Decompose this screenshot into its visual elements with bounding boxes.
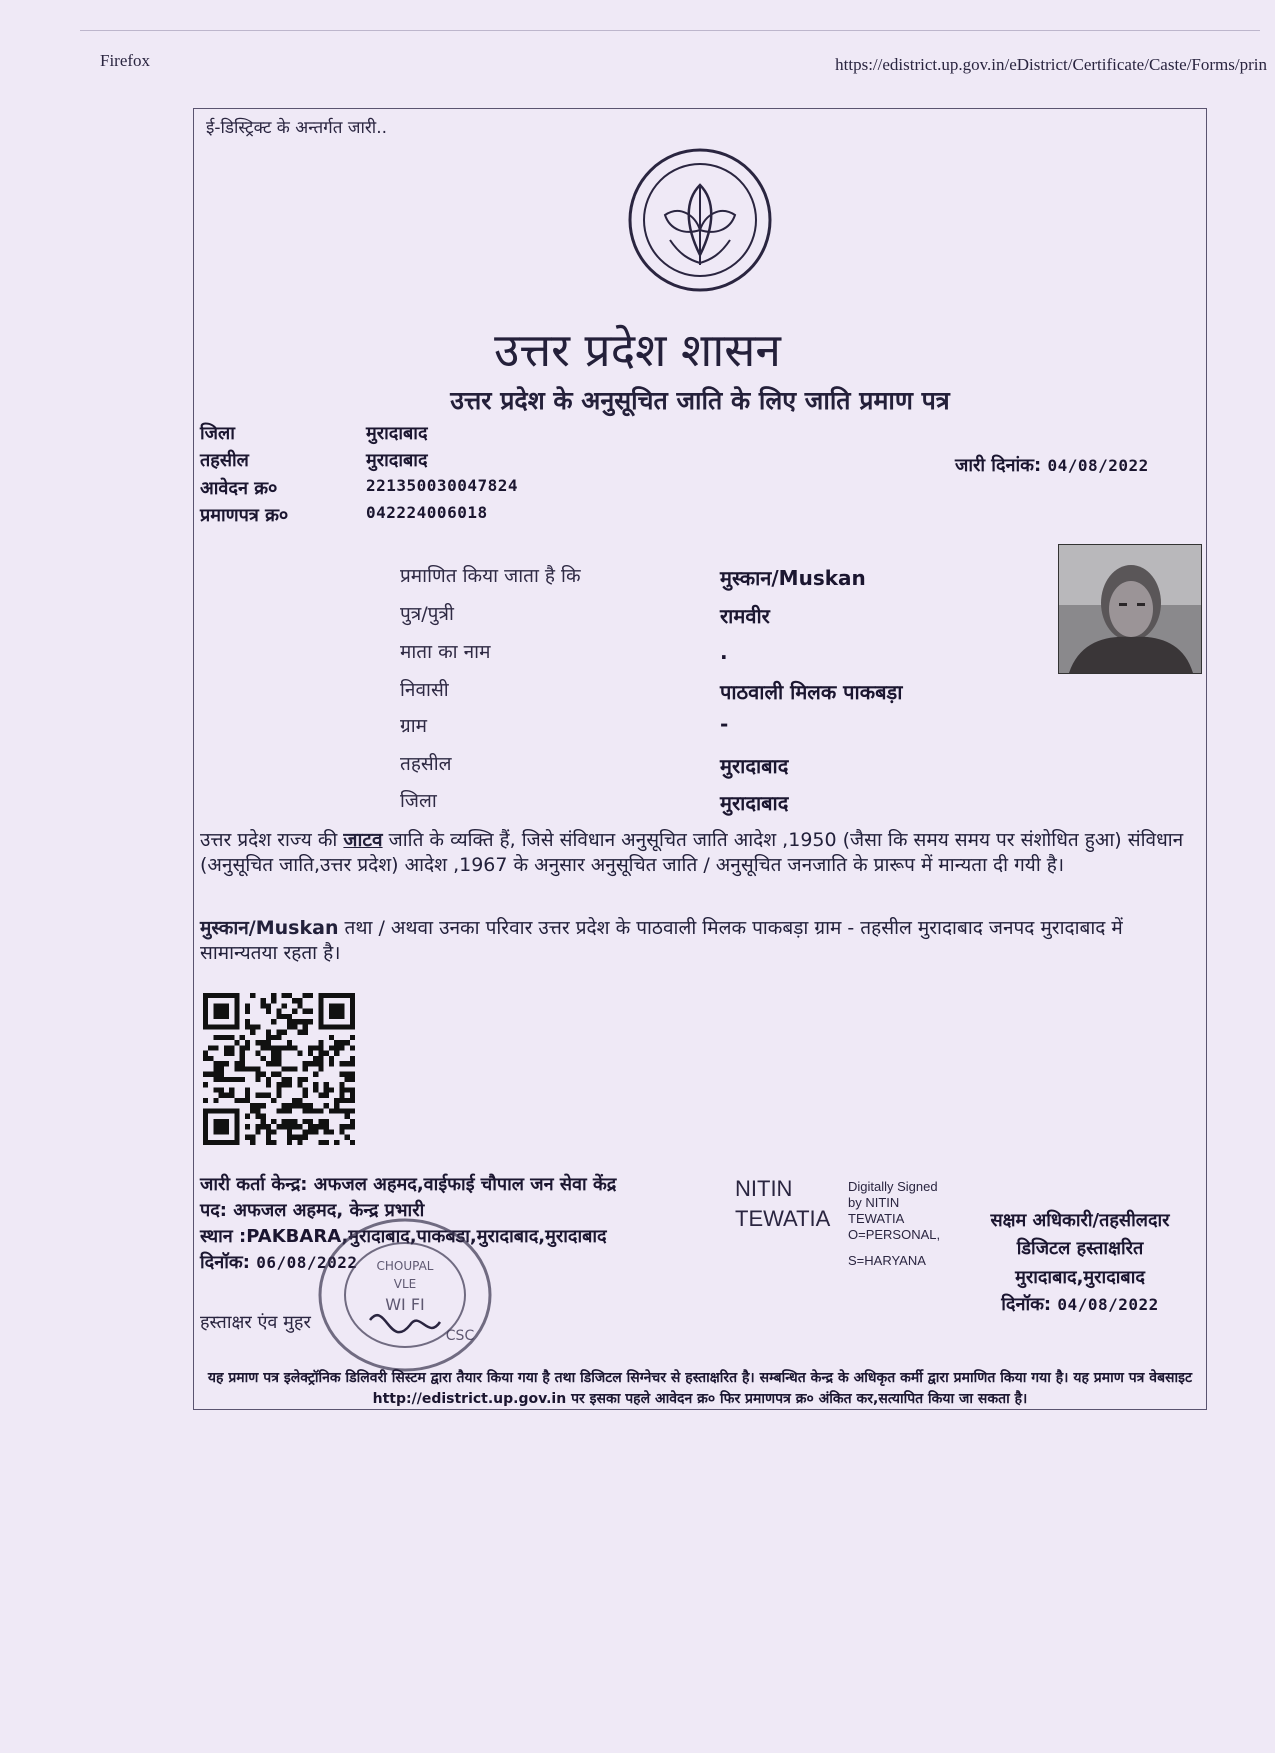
stamp-text: CHOUPAL: [376, 1259, 434, 1273]
signature-scribble: [370, 1315, 440, 1332]
page-url: https://edistrict.up.gov.in/eDistrict/Certificate/Caste/Forms/prin: [835, 55, 1267, 74]
dsig-name-line1: NITIN: [735, 1176, 793, 1201]
stamp-text: CSC: [445, 1328, 475, 1344]
paragraph-text: जाति के व्यक्ति हैं, जिसे संविधान अनुसूचित जाति आदेश ,1950 (जैसा कि समय समय पर संशोधित हुआ) संविधान (अनुसूचित जाति,उत्तर प्रदेश) आदेश ,1967 के अनुसार अनुसूचित जाति / अनुसूचित जनजाति के प्रारूप में मान्यता दी गयी है।: [200, 829, 1184, 876]
residence-paragraph: [200, 916, 1196, 966]
application-number: 221350030047824: [366, 476, 518, 495]
stamp-text: VLE: [393, 1277, 417, 1291]
field-label: ग्राम: [400, 715, 427, 737]
issuer-date-value: 06/08/2022: [256, 1253, 358, 1272]
certificate-number: 042224006018: [366, 503, 488, 522]
applicant-photo: [1058, 544, 1202, 674]
caste-name: जाटव: [343, 829, 383, 851]
verification-footnote: यह प्रमाण पत्र इलेक्ट्रॉनिक डिलिवरी सिस्टम द्वारा तैयार किया गया है तथा डिजिटल सिग्नेचर से हस्ताक्षरित है। सम्बन्धित केन्द्र के अधिकृत कर्मी द्वारा प्रमाणित किया गया है। यह प्रमाण पत्र वेबसाइट http://edistrict.up.gov.in पर इसका पहले आवेदन क्र० फिर प्रमाणपत्र क्र० अंकित कर,सत्यापित किया जा सकता है।: [207, 1370, 1193, 1407]
scan-top-line: [80, 30, 1260, 31]
field-value-father: रामवीर: [720, 604, 770, 628]
tehsil-label: तहसील: [200, 450, 249, 471]
qr-code-icon: [200, 993, 358, 1145]
signature-label: हस्ताक्षर एंव मुहर: [200, 1312, 311, 1333]
authority-location: मुरादाबाद,मुरादाबाद: [1015, 1267, 1145, 1288]
authority-title: सक्षम अधिकारी/तहसीलदार: [990, 1210, 1170, 1231]
government-title: उत्तर प्रदेश शासन: [494, 323, 781, 377]
issue-date: [955, 453, 1149, 477]
person-photo-icon: [1059, 545, 1201, 673]
certificate-number-label: प्रमाणपत्र क्र०: [200, 505, 289, 526]
caste-paragraph: [200, 828, 1196, 878]
issuer-center: जारी कर्ता केन्द्र: अफजल अहमद,वाईफाई चौपाल जन सेवा केंद्र: [200, 1174, 617, 1195]
applicant-name: मुस्कान/Muskan: [200, 917, 339, 939]
up-emblem-icon: [625, 145, 775, 295]
issuer-date-label: दिनॉक:: [200, 1252, 250, 1273]
field-value-mother: .: [720, 640, 728, 664]
district-value: मुरादाबाद: [366, 423, 428, 444]
dsig-name-line2: TEWATIA: [735, 1206, 831, 1231]
field-label: प्रमाणित किया जाता है कि: [400, 565, 581, 587]
field-label: निवासी: [400, 679, 449, 701]
dsig-detail-line: by NITIN: [848, 1195, 900, 1210]
tehsil-value: मुरादाबाद: [366, 450, 428, 471]
application-label: आवेदन क्र०: [200, 478, 278, 499]
official-stamp-icon: [310, 1210, 500, 1380]
field-value-village: -: [720, 712, 729, 736]
stamp-text: WI FI: [385, 1295, 425, 1314]
issue-date-value: 04/08/2022: [1047, 456, 1149, 475]
issuer-post: पद: अफजल अहमद, केन्द्र प्रभारी: [200, 1200, 425, 1221]
field-value-district: मुरादाबाद: [720, 791, 789, 815]
field-label: पुत्र/पुत्री: [400, 603, 454, 625]
field-label: माता का नाम: [400, 641, 491, 663]
dsig-detail-line: S=HARYANA: [848, 1253, 926, 1268]
paragraph-text: तथा / अथवा उनका परिवार उत्तर प्रदेश के पाठवाली मिलक पाकबड़ा ग्राम - तहसील मुरादाबाद जनपद मुरादाबाद में सामान्यतया रहता है।: [200, 917, 1123, 964]
authority-signed: डिजिटल हस्ताक्षरित: [1016, 1238, 1144, 1259]
field-label: तहसील: [400, 753, 452, 775]
dsig-detail-line: Digitally Signed: [848, 1179, 938, 1194]
authority-date: [955, 1292, 1205, 1316]
paragraph-text: उत्तर प्रदेश राज्य की: [200, 829, 338, 851]
district-label: जिला: [200, 423, 235, 444]
dsig-detail-line: O=PERSONAL,: [848, 1227, 941, 1242]
issuer-place: स्थान :PAKBARA,मुरादाबाद,पाकबडा,मुरादाबाद,मुरादाबाद: [200, 1226, 607, 1247]
dsig-details: [848, 1179, 940, 1269]
field-value-name: मुस्कान/Muskan: [720, 566, 866, 590]
dsig-detail-line: TEWATIA: [848, 1211, 905, 1226]
certificate-title: उत्तर प्रदेश के अनुसूचित जाति के लिए जाति प्रमाण पत्र: [450, 386, 950, 415]
issued-under-text: ई-डिस्ट्रिक्ट के अन्तर्गत जारी..: [206, 118, 388, 138]
browser-name: Firefox: [100, 51, 151, 70]
authority-date-label: दिनॉक:: [1001, 1294, 1052, 1315]
field-value-tehsil: मुरादाबाद: [720, 754, 789, 778]
field-value-residence: पाठवाली मिलक पाकबड़ा: [720, 680, 903, 704]
authority-date-value: 04/08/2022: [1057, 1295, 1159, 1314]
issue-date-label: जारी दिनांक:: [955, 455, 1042, 476]
field-label: जिला: [400, 790, 437, 812]
